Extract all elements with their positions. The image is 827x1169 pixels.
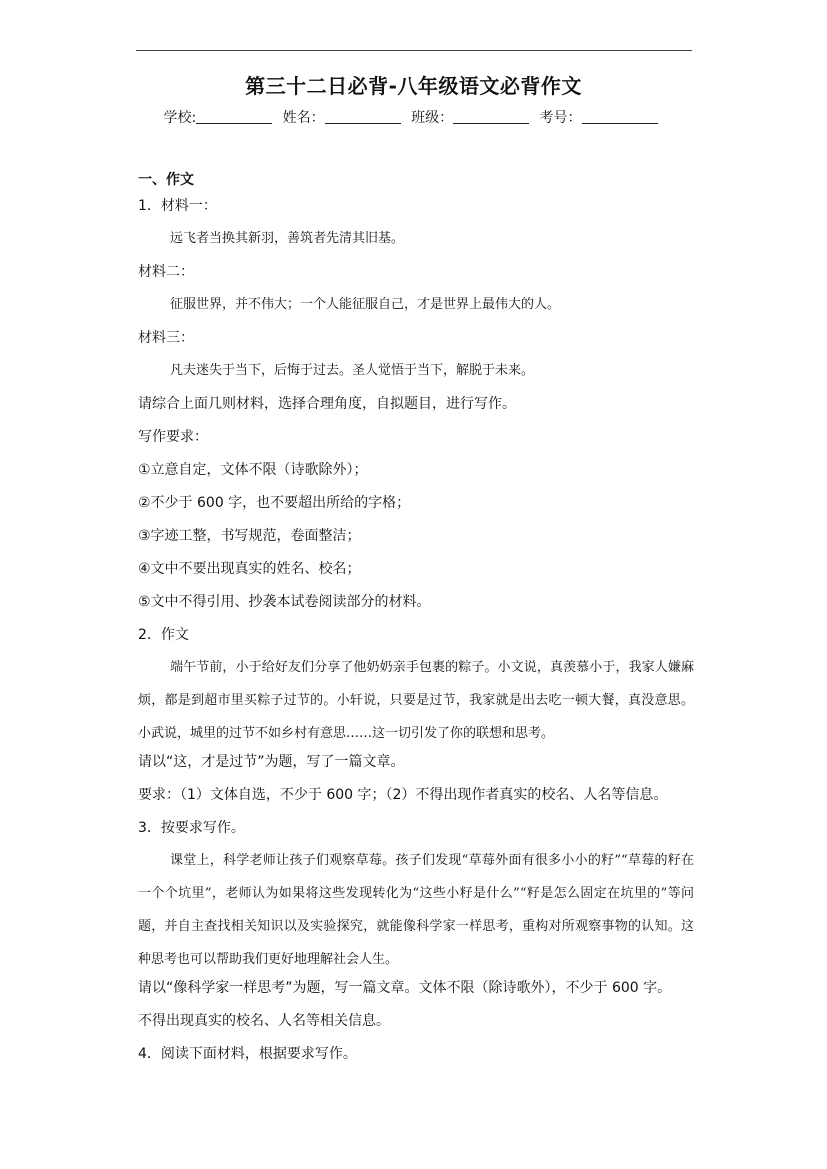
class-label: 班级： bbox=[411, 110, 454, 126]
q1-instruction: 请综合上面几则材料，选择合理角度，自拟题目，进行写作。 bbox=[138, 396, 516, 412]
q1-material-3-label: 材料三： bbox=[138, 330, 194, 346]
q1-material-2: 征服世界，并不伟大；一个人能征服自己，才是世界上最伟大的人。 bbox=[170, 297, 561, 312]
school-blank bbox=[196, 109, 272, 124]
q1-requirements-label: 写作要求： bbox=[138, 429, 208, 445]
q2-requirement: 要求：（1）文体自选，不少于 600 字；（2）不得出现作者真实的校名、人名等信息。 bbox=[138, 787, 668, 803]
header-rule bbox=[136, 50, 692, 51]
q3-label: 3．按要求写作。 bbox=[138, 820, 245, 836]
q4-label: 4．阅读下面材料，根据要求写作。 bbox=[138, 1046, 357, 1062]
name-label: 姓名： bbox=[282, 110, 325, 126]
q1-requirement-5: ⑤文中不得引用、抄袭本试卷阅读部分的材料。 bbox=[138, 594, 431, 610]
q1-material-1: 远飞者当换其新羽，善筑者先清其旧基。 bbox=[170, 231, 405, 246]
document-body bbox=[138, 170, 694, 1064]
document-title: 第三十二日必背-八年级语文必背作文 bbox=[245, 74, 582, 98]
q1-requirement-3: ③字迹工整，书写规范，卷面整洁； bbox=[138, 528, 361, 544]
q1-label: 1．材料一： bbox=[138, 198, 217, 214]
q1-requirement-1: ①立意自定，文体不限（诗歌除外）； bbox=[138, 462, 368, 478]
q3-prompt: 请以“像科学家一样思考”为题，写一篇文章。文体不限（除诗歌外），不少于 600 字。 bbox=[138, 980, 672, 996]
q1-requirement-4: ④文中不要出现真实的姓名、校名； bbox=[138, 561, 361, 577]
q1-requirement-2: ②不少于 600 字，也不要超出所给的字格； bbox=[138, 495, 411, 511]
class-blank bbox=[453, 109, 529, 124]
q2-label: 2．作文 bbox=[138, 627, 189, 643]
q1-material-3: 凡夫迷失于当下，后悔于过去。圣人觉悟于当下，解脱于未来。 bbox=[170, 363, 535, 378]
student-info-row bbox=[0, 107, 827, 127]
q1-material-2-label: 材料二： bbox=[138, 264, 194, 280]
school-label: 学校: bbox=[163, 110, 197, 126]
q3-passage: 课堂上，科学老师让孩子们观察草莓。孩子们发现“草莓外面有很多小小的籽”“草莓的籽在一个个坑里”，老师认为如果将这些发现转化为“这些小籽是什么”“籽是怎么固定在坑里的”等问题，并自主查找相关知识以及实验探究，就能像科学家一样思考，重构对所观察事物的认知。这种思考也可以帮助我们更好地理解社会人生。 bbox=[138, 853, 694, 967]
q3-prompt-continued: 不得出现真实的校名、人名等相关信息。 bbox=[138, 1013, 390, 1029]
section-heading: 一、作文 bbox=[138, 172, 194, 188]
name-blank bbox=[325, 109, 401, 124]
q2-prompt: 请以“这，才是过节”为题，写了一篇文章。 bbox=[138, 754, 405, 770]
q2-passage: 端午节前，小于给好友们分享了他奶奶亲手包裹的粽子。小文说，真羡慕小于，我家人嫌麻烦，都是到超市里买粽子过节的。小轩说，只要是过节，我家就是出去吃一顿大餐，真没意思。小武说，城里的过节不如乡村有意思……这一切引发了你的联想和思考。 bbox=[138, 660, 694, 741]
number-label: 考号： bbox=[539, 110, 582, 126]
number-blank bbox=[582, 109, 658, 124]
